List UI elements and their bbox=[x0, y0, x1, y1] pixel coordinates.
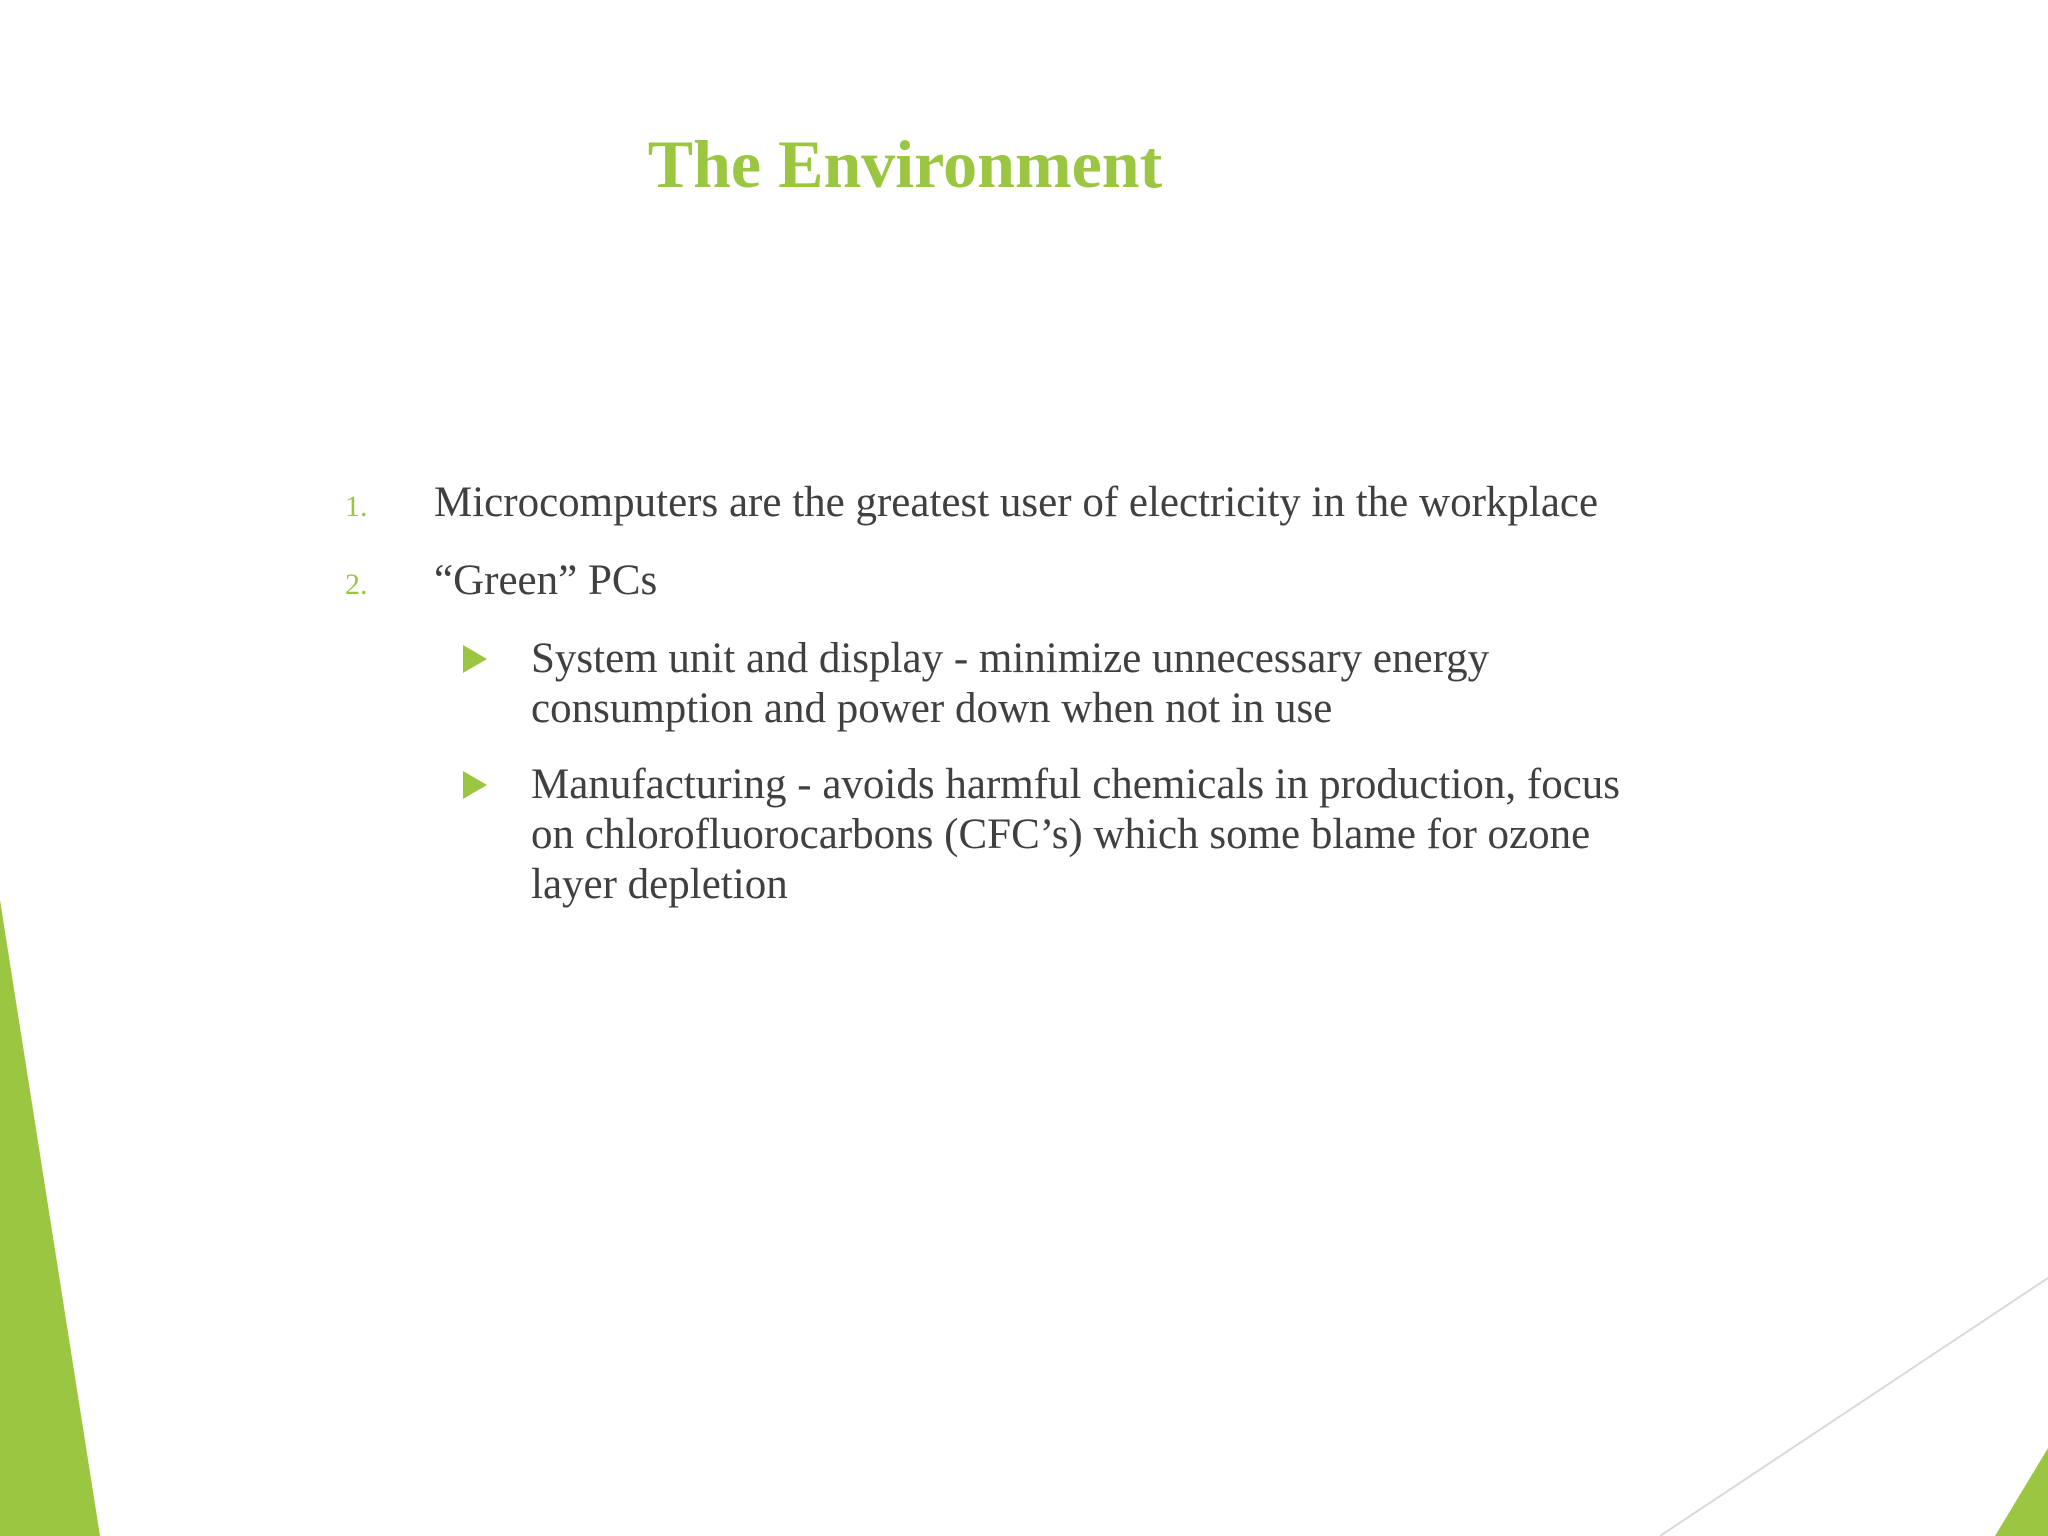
slide-content bbox=[345, 478, 1675, 936]
triangle-right-icon bbox=[463, 645, 487, 673]
sub-bullet-1 bbox=[463, 634, 1675, 734]
corner-accent-shape bbox=[1995, 1448, 2048, 1536]
list-item-text: Microcomputers are the greatest user of electricity in the workplace bbox=[434, 479, 1599, 526]
corner-diagonal-line bbox=[1660, 1278, 2048, 1536]
list-item-2 bbox=[345, 556, 1675, 610]
list-number: 1. bbox=[345, 490, 368, 523]
left-accent-shape bbox=[0, 900, 100, 1536]
list-number: 2. bbox=[345, 568, 368, 601]
list-item-text: “Green” PCs bbox=[434, 557, 658, 604]
list-item-1 bbox=[345, 478, 1675, 532]
sub-bullet-2 bbox=[463, 760, 1675, 910]
slide-title: The Environment bbox=[647, 126, 1163, 202]
triangle-right-icon bbox=[463, 771, 487, 799]
sub-bullet-text: Manufacturing - avoids harmful chemicals in production, focus on chlorofluorocarbons (CFC’s) which some blame for ozone layer depletion bbox=[531, 761, 1621, 908]
sub-bullet-text: System unit and display - minimize unnecessary energy consumption and power down when not in use bbox=[531, 635, 1490, 732]
